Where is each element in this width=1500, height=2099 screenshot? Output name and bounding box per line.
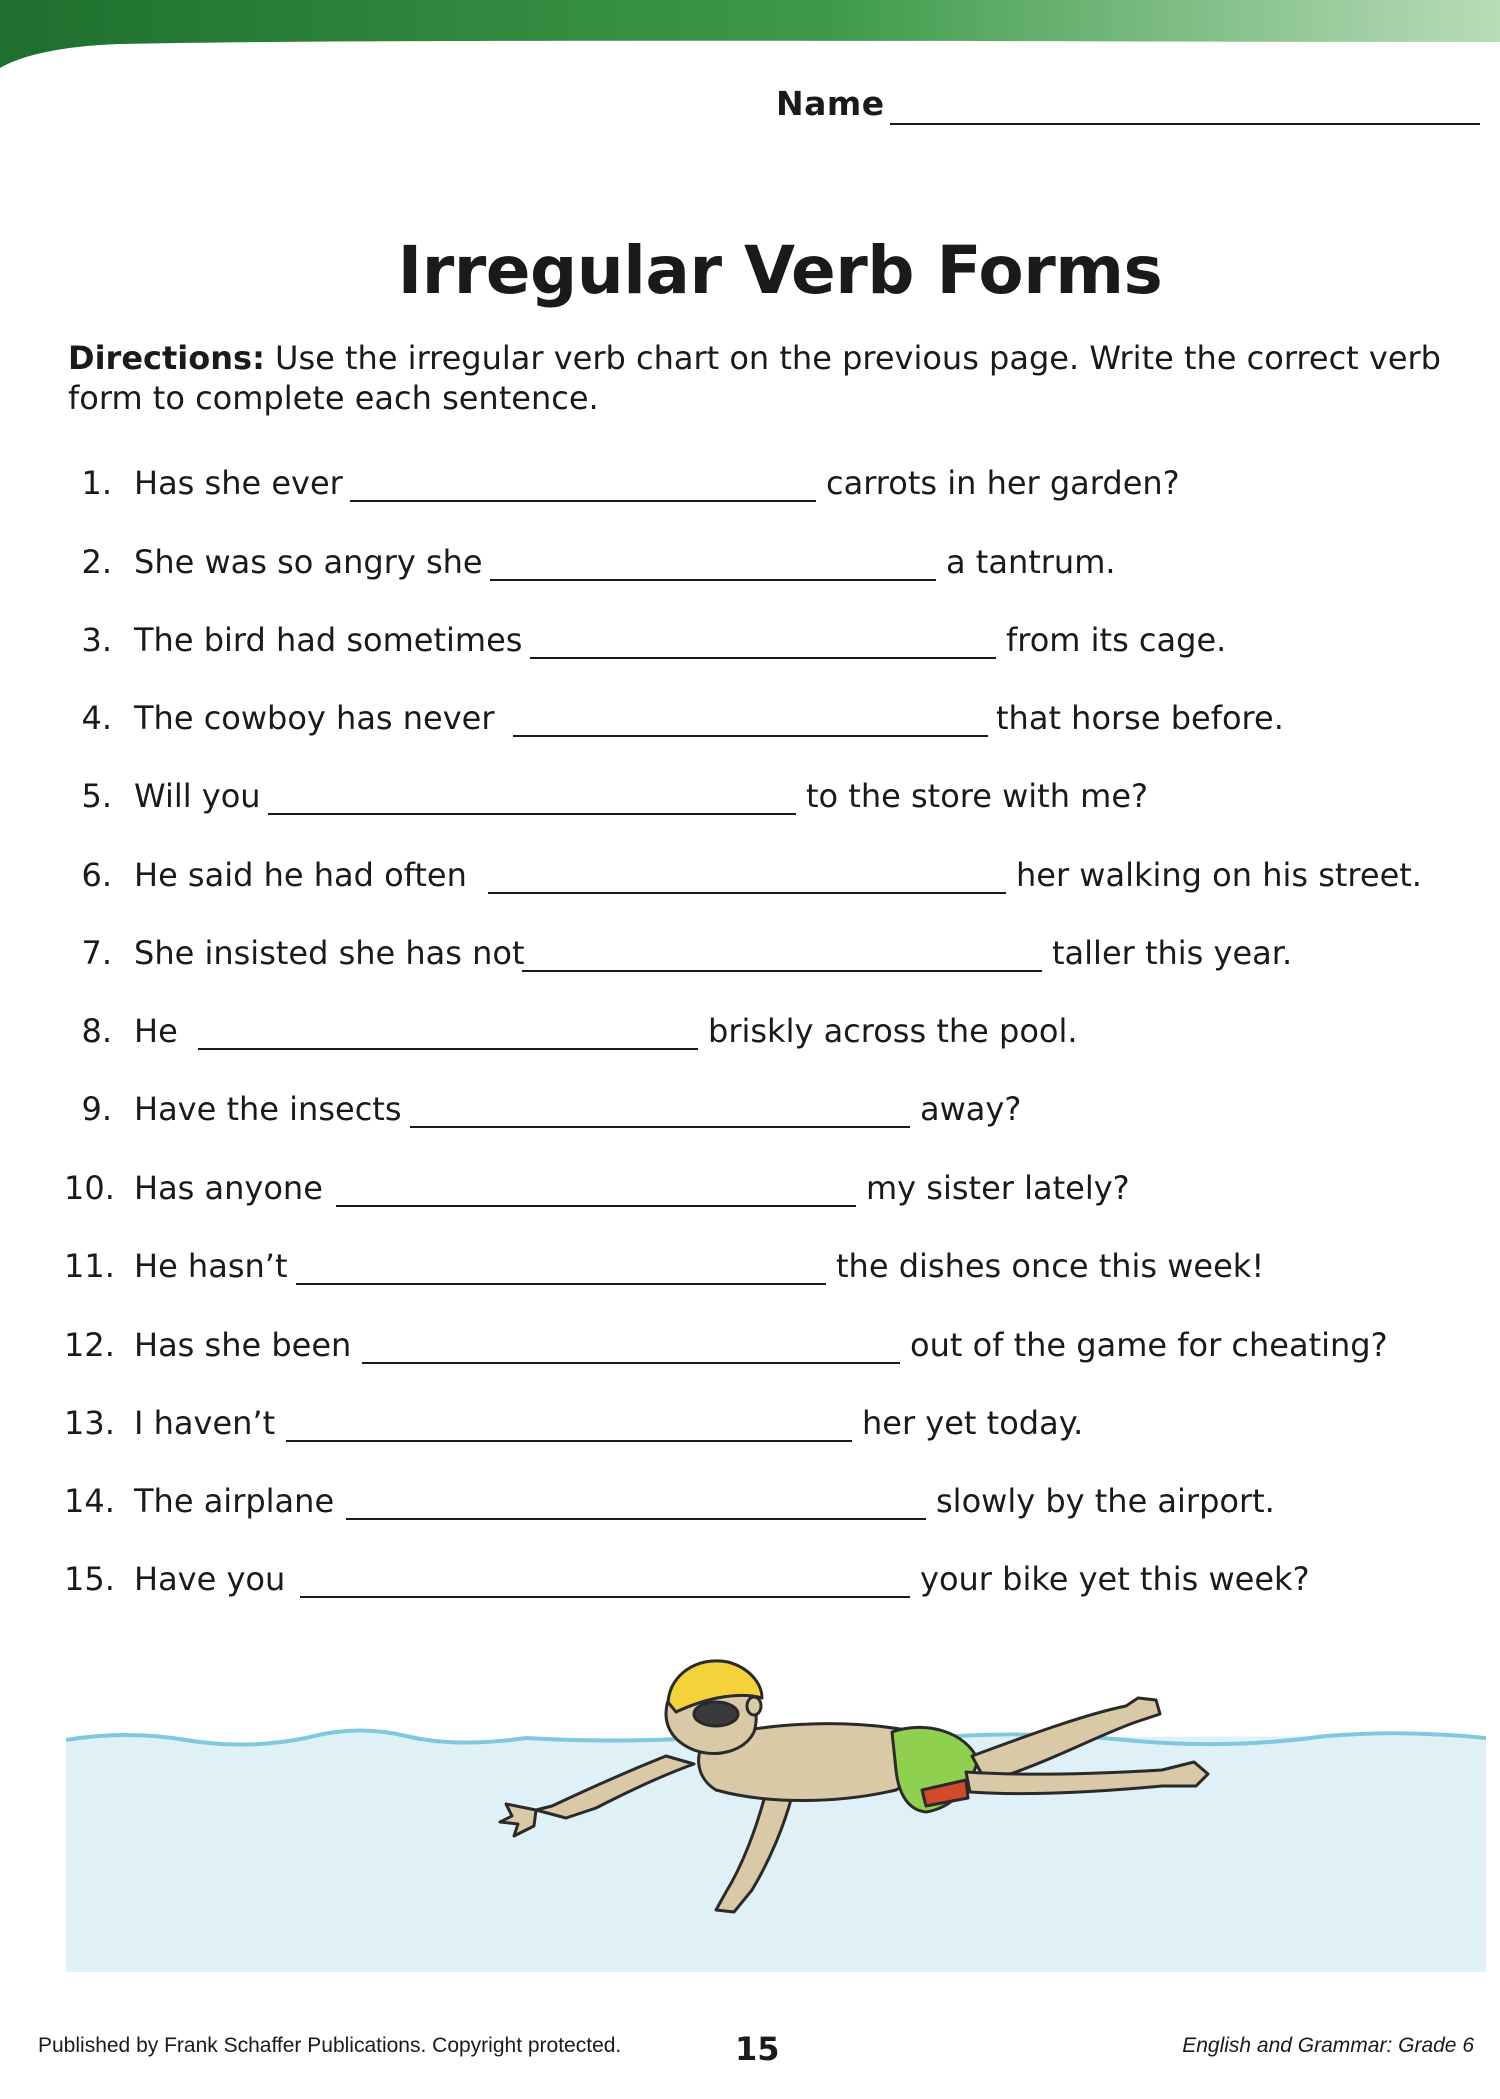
question-number: 2. <box>81 543 112 581</box>
question-ending: a tantrum. <box>946 543 1116 581</box>
question-ending: her yet today. <box>862 1404 1084 1442</box>
question-prompt: The airplane <box>134 1482 335 1520</box>
question-prompt: She was so angry she <box>134 543 483 581</box>
swimmer-goggles <box>694 1702 738 1726</box>
question-ending: out of the game for cheating? <box>910 1326 1388 1364</box>
question-prompt: He hasn’t <box>134 1247 288 1285</box>
answer-blank[interactable] <box>488 892 1006 894</box>
question-ending: away? <box>920 1090 1022 1128</box>
question-prompt: The cowboy has never <box>134 699 495 737</box>
question-item <box>0 621 1500 667</box>
question-ending: your bike yet this week? <box>920 1560 1310 1598</box>
question-number: 1. <box>81 464 112 502</box>
question-prompt: She insisted she has not <box>134 934 525 972</box>
question-prompt: He <box>134 1012 178 1050</box>
question-ending: her walking on his street. <box>1016 856 1422 894</box>
question-item <box>0 464 1500 510</box>
question-number: 4. <box>81 699 112 737</box>
answer-blank[interactable] <box>522 970 1042 972</box>
question-ending: carrots in her garden? <box>826 464 1180 502</box>
question-item <box>0 1012 1500 1058</box>
question-ending: the dishes once this week! <box>836 1247 1265 1285</box>
question-item <box>0 1090 1500 1136</box>
question-item <box>0 1404 1500 1450</box>
answer-blank[interactable] <box>198 1048 698 1050</box>
answer-blank[interactable] <box>300 1596 910 1598</box>
question-ending: taller this year. <box>1052 934 1293 972</box>
question-item <box>0 1247 1500 1293</box>
answer-blank[interactable] <box>410 1126 910 1128</box>
directions-text: Use the irregular verb chart on the previous page. Write the correct verb form to complete each sentence. <box>68 339 1441 417</box>
question-number: 12. <box>64 1326 115 1364</box>
answer-blank[interactable] <box>346 1518 926 1520</box>
question-item <box>0 856 1500 902</box>
question-number: 3. <box>81 621 112 659</box>
page-title: Irregular Verb Forms <box>397 232 1163 309</box>
footer-book-title: English and Grammar: Grade 6 <box>1182 2034 1474 2057</box>
question-number: 10. <box>64 1169 115 1207</box>
question-prompt: Has anyone <box>134 1169 323 1207</box>
question-ending: to the store with me? <box>806 777 1148 815</box>
question-prompt: He said he had often <box>134 856 467 894</box>
question-prompt: I haven’t <box>134 1404 276 1442</box>
question-item <box>0 1482 1500 1528</box>
answer-blank[interactable] <box>286 1440 852 1442</box>
question-prompt: Will you <box>134 777 261 815</box>
answer-blank[interactable] <box>362 1362 900 1364</box>
question-item <box>0 934 1500 980</box>
question-number: 6. <box>81 856 112 894</box>
question-item <box>0 543 1500 589</box>
question-item <box>0 1326 1500 1372</box>
footer-page-number: 15 <box>735 2030 780 2068</box>
question-prompt: Have you <box>134 1560 286 1598</box>
question-item <box>0 777 1500 823</box>
question-prompt: The bird had sometimes <box>134 621 523 659</box>
question-prompt: Has she been <box>134 1326 352 1364</box>
question-number: 14. <box>64 1482 115 1520</box>
answer-blank[interactable] <box>268 813 796 815</box>
directions-label: Directions: <box>68 339 265 377</box>
question-item <box>0 1560 1500 1606</box>
swimmer-ear <box>747 1697 761 1715</box>
question-ending: briskly across the pool. <box>708 1012 1078 1050</box>
question-ending: slowly by the airport. <box>936 1482 1275 1520</box>
answer-blank[interactable] <box>296 1283 826 1285</box>
question-number: 7. <box>81 934 112 972</box>
question-item <box>0 699 1500 745</box>
question-prompt: Has she ever <box>134 464 343 502</box>
answer-blank[interactable] <box>350 500 816 502</box>
answer-blank[interactable] <box>336 1205 856 1207</box>
question-number: 13. <box>64 1404 115 1442</box>
question-ending: from its cage. <box>1006 621 1227 659</box>
name-label: Name <box>776 84 885 123</box>
answer-blank[interactable] <box>513 735 988 737</box>
swimmer-illustration <box>66 1640 1486 1980</box>
question-ending: my sister lately? <box>866 1169 1130 1207</box>
question-number: 11. <box>64 1247 115 1285</box>
question-number: 5. <box>81 777 112 815</box>
question-prompt: Have the insects <box>134 1090 402 1128</box>
question-ending: that horse before. <box>996 699 1284 737</box>
question-number: 8. <box>81 1012 112 1050</box>
question-number: 15. <box>64 1560 115 1598</box>
answer-blank[interactable] <box>490 579 936 581</box>
question-number: 9. <box>81 1090 112 1128</box>
question-item <box>0 1169 1500 1215</box>
footer-publisher: Published by Frank Schaffer Publications. Copyright protected. <box>38 2034 622 2057</box>
answer-blank[interactable] <box>530 657 996 659</box>
